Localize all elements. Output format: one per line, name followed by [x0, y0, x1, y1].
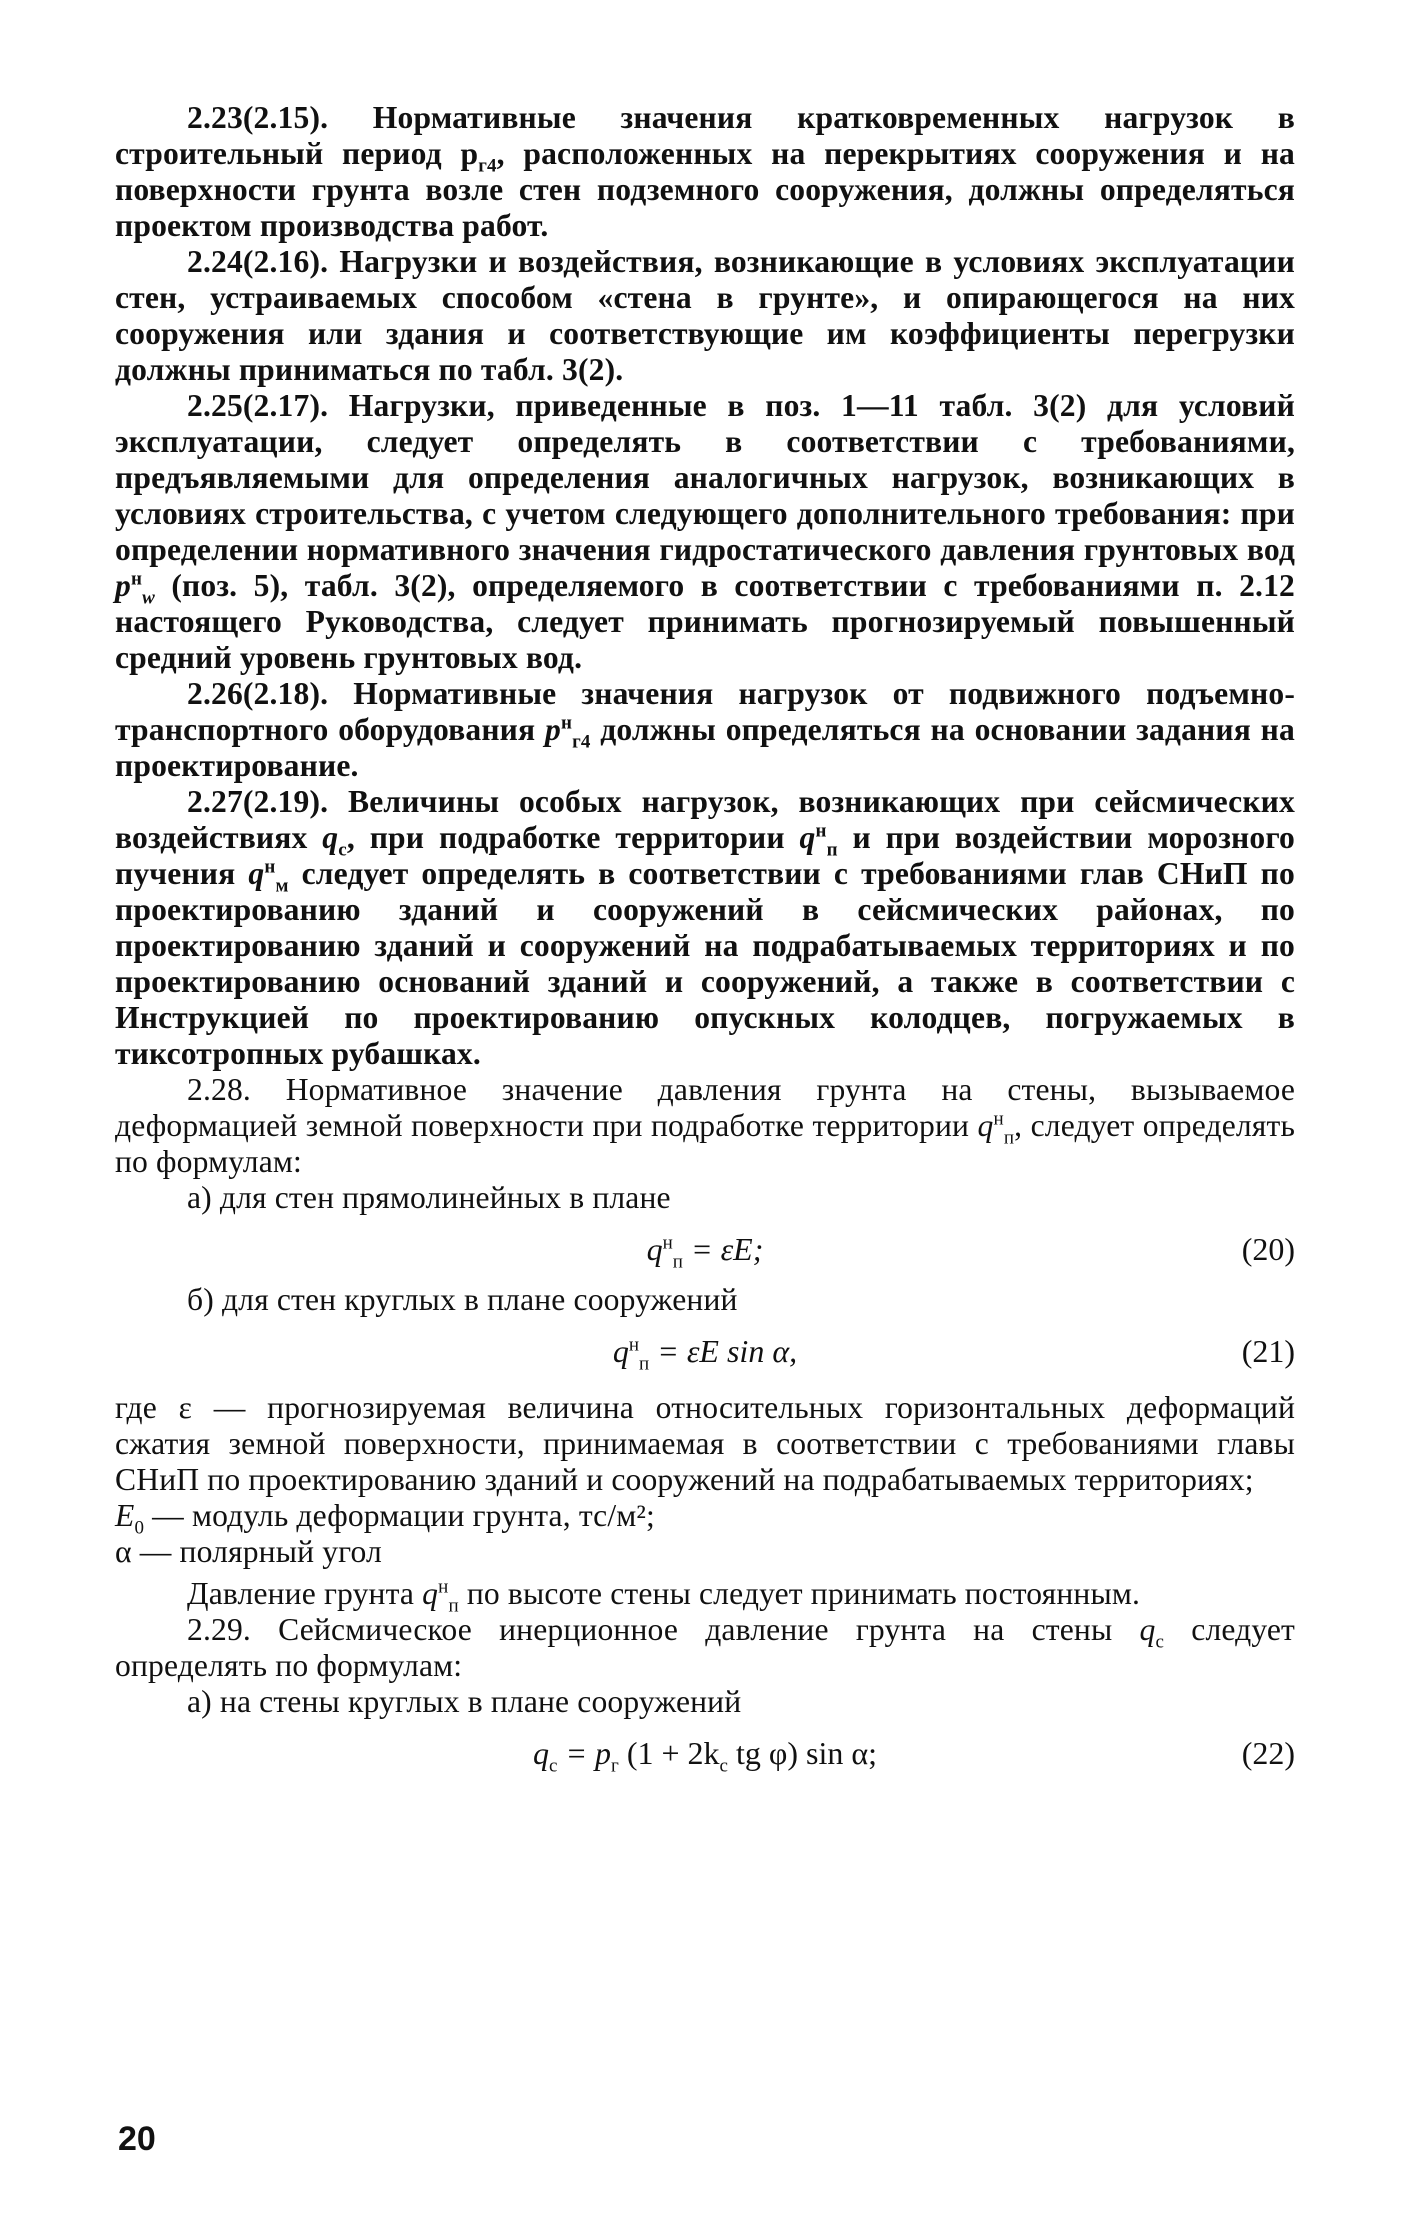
formula-number: (20) — [1241, 1231, 1295, 1267]
text: по высоте стены следует принимать постоянным. — [458, 1576, 1141, 1611]
text: а) для стен прямолинейных в плане — [187, 1180, 671, 1215]
formula-part: = p — [557, 1735, 612, 1771]
text: а) на стены круглых в плане сооружений — [187, 1684, 742, 1719]
subscript: 0 — [134, 1517, 145, 1539]
paragraph-2-29-item-a — [115, 1684, 1295, 1720]
formula-20 — [115, 1216, 1295, 1282]
subscript: п — [639, 1353, 650, 1375]
text: 2.29. Сейсмическое инерционное давление грунта на стены — [187, 1612, 1140, 1647]
paragraph-pressure-constant — [115, 1576, 1295, 1617]
text: α — полярный угол — [115, 1534, 382, 1569]
text: где ε — прогнозируемая величина относительных горизонтальных деформаций сжатия земной поверхности, принимаемая в соответствии с требованиями главы СНиП по проектированию зданий и сооружений на подрабатываемых территориях; — [115, 1390, 1295, 1497]
text: должны определяться на основании задания на проектирование. — [115, 712, 1295, 783]
formula-expression — [115, 1720, 1295, 1786]
paragraph-2-28 — [115, 1072, 1295, 1180]
variable: q — [248, 856, 265, 891]
superscript: н — [993, 1108, 1004, 1130]
subscript: п — [826, 839, 838, 861]
variable: q — [322, 820, 339, 855]
text: , расположенных на перекрытиях сооружения и на поверхности грунта возле стен подземного сооружения, должны определяться проектом производства работ. — [115, 136, 1296, 243]
subscript: c — [719, 1755, 728, 1777]
superscript: н — [130, 568, 143, 590]
text: (поз. 5), табл. 3(2), определяемого в соответствии с требованиями п. 2.12 настоящего Руководства, следует принимать прогнозируемый повышенный средний уровень грунтовых вод. — [115, 568, 1295, 675]
variable: q — [422, 1576, 439, 1611]
where-modulus — [115, 1498, 1295, 1539]
text: — модуль деформации грунта, тс/м²; — [144, 1498, 655, 1533]
superscript: н — [264, 856, 276, 878]
variable: q — [646, 1231, 663, 1267]
text-column — [115, 100, 1295, 1786]
formula-22 — [115, 1720, 1295, 1786]
subscript: c — [1155, 1631, 1165, 1653]
subscript: c — [338, 839, 347, 861]
formula-part: tg φ) sin α; — [727, 1735, 877, 1771]
text: , при подработке территории — [346, 820, 800, 855]
subscript: г4 — [478, 155, 497, 177]
variable: q — [977, 1108, 994, 1143]
superscript: н — [628, 1334, 640, 1356]
text: , следует определять по формулам: — [115, 1108, 1295, 1179]
paragraph-2-25 — [115, 388, 1295, 676]
subscript: п — [448, 1595, 459, 1617]
formula-expression — [115, 1216, 1295, 1282]
text: 2.23(2.15). Нормативные значения кратковременных нагрузок в строительный период p — [115, 100, 1295, 171]
paragraph-2-29 — [115, 1612, 1295, 1684]
paragraph-2-26 — [115, 676, 1295, 784]
paragraph-2-24 — [115, 244, 1295, 388]
variable: q — [799, 820, 816, 855]
superscript: н — [662, 1232, 673, 1254]
where-epsilon — [115, 1390, 1295, 1498]
text: б) для стен круглых в плане сооружений — [187, 1282, 738, 1317]
formula-rhs: = εE sin α, — [649, 1333, 798, 1369]
superscript: н — [815, 820, 827, 842]
variable: q — [533, 1735, 549, 1771]
paragraph-2-28-item-b — [115, 1282, 1295, 1318]
text: 2.28. Нормативное значение давления грунта на стены, вызываемое деформацией земной поверхности при подработке территории — [115, 1072, 1295, 1143]
formula-21 — [115, 1318, 1295, 1384]
text: 2.24(2.16). Нагрузки и воздействия, возникающие в условиях эксплуатации стен, устраиваемых способом «стена в грунте», и опирающегося на них сооружения или здания и соответствующие им коэффициенты перегрузки должны приниматься по табл. 3(2). — [115, 244, 1295, 387]
paragraph-2-27 — [115, 784, 1295, 1072]
text: следует определять в соответствии с требованиями глав СНиП по проектированию зданий и сооружений в сейсмических районах, по проектированию зданий и сооружений на подрабатываемых территориях и по проектированию оснований зданий и сооружений, а также в соответствии с Инструкцией по проектированию опускных колодцев, погружаемых в тиксотропных рубашках. — [115, 856, 1295, 1071]
superscript: н — [560, 712, 573, 734]
text: Давление грунта — [187, 1576, 423, 1611]
variable: p — [115, 568, 131, 603]
text: 2.27(2.19). Величины особых нагрузок, возникающих при сейсмических воздействиях — [115, 784, 1295, 855]
variable: q — [612, 1333, 629, 1369]
subscript: г4 — [572, 731, 591, 753]
subscript: п — [672, 1251, 683, 1273]
subscript: w — [142, 587, 155, 609]
text: и при воздействии морозного пучения — [115, 820, 1296, 891]
variable: q — [1139, 1612, 1156, 1647]
paragraph-2-28-item-a — [115, 1180, 1295, 1216]
paragraph-2-23 — [115, 100, 1295, 244]
subscript: м — [275, 875, 289, 897]
text: следует определять по формулам: — [115, 1612, 1295, 1683]
subscript: c — [549, 1755, 558, 1777]
formula-number: (21) — [1241, 1333, 1295, 1369]
text: 2.25(2.17). Нагрузки, приведенные в поз. 1—11 табл. 3(2) для условий эксплуатации, следует определять в соответствии с требованиями, предъявляемыми для определения аналогичных нагрузок, возникающих в условиях строительства, с учетом следующего дополнительного требования: при определении нормативного значения гидростатического давления грунтовых вод — [115, 388, 1295, 567]
formula-expression — [115, 1318, 1295, 1384]
superscript: н — [438, 1576, 449, 1598]
variable: E — [115, 1498, 135, 1533]
formula-number: (22) — [1241, 1735, 1295, 1771]
variable: p — [545, 712, 561, 747]
where-alpha — [115, 1534, 1295, 1570]
formula-rhs: = εE; — [682, 1231, 764, 1267]
page-number: 20 — [118, 2120, 156, 2158]
subscript: г — [611, 1755, 619, 1777]
formula-part: (1 + 2k — [618, 1735, 720, 1771]
text: 2.26(2.18). Нормативные значения нагрузок от подвижного подъемно-транспортного оборудования — [115, 676, 1295, 747]
subscript: п — [1003, 1127, 1015, 1149]
